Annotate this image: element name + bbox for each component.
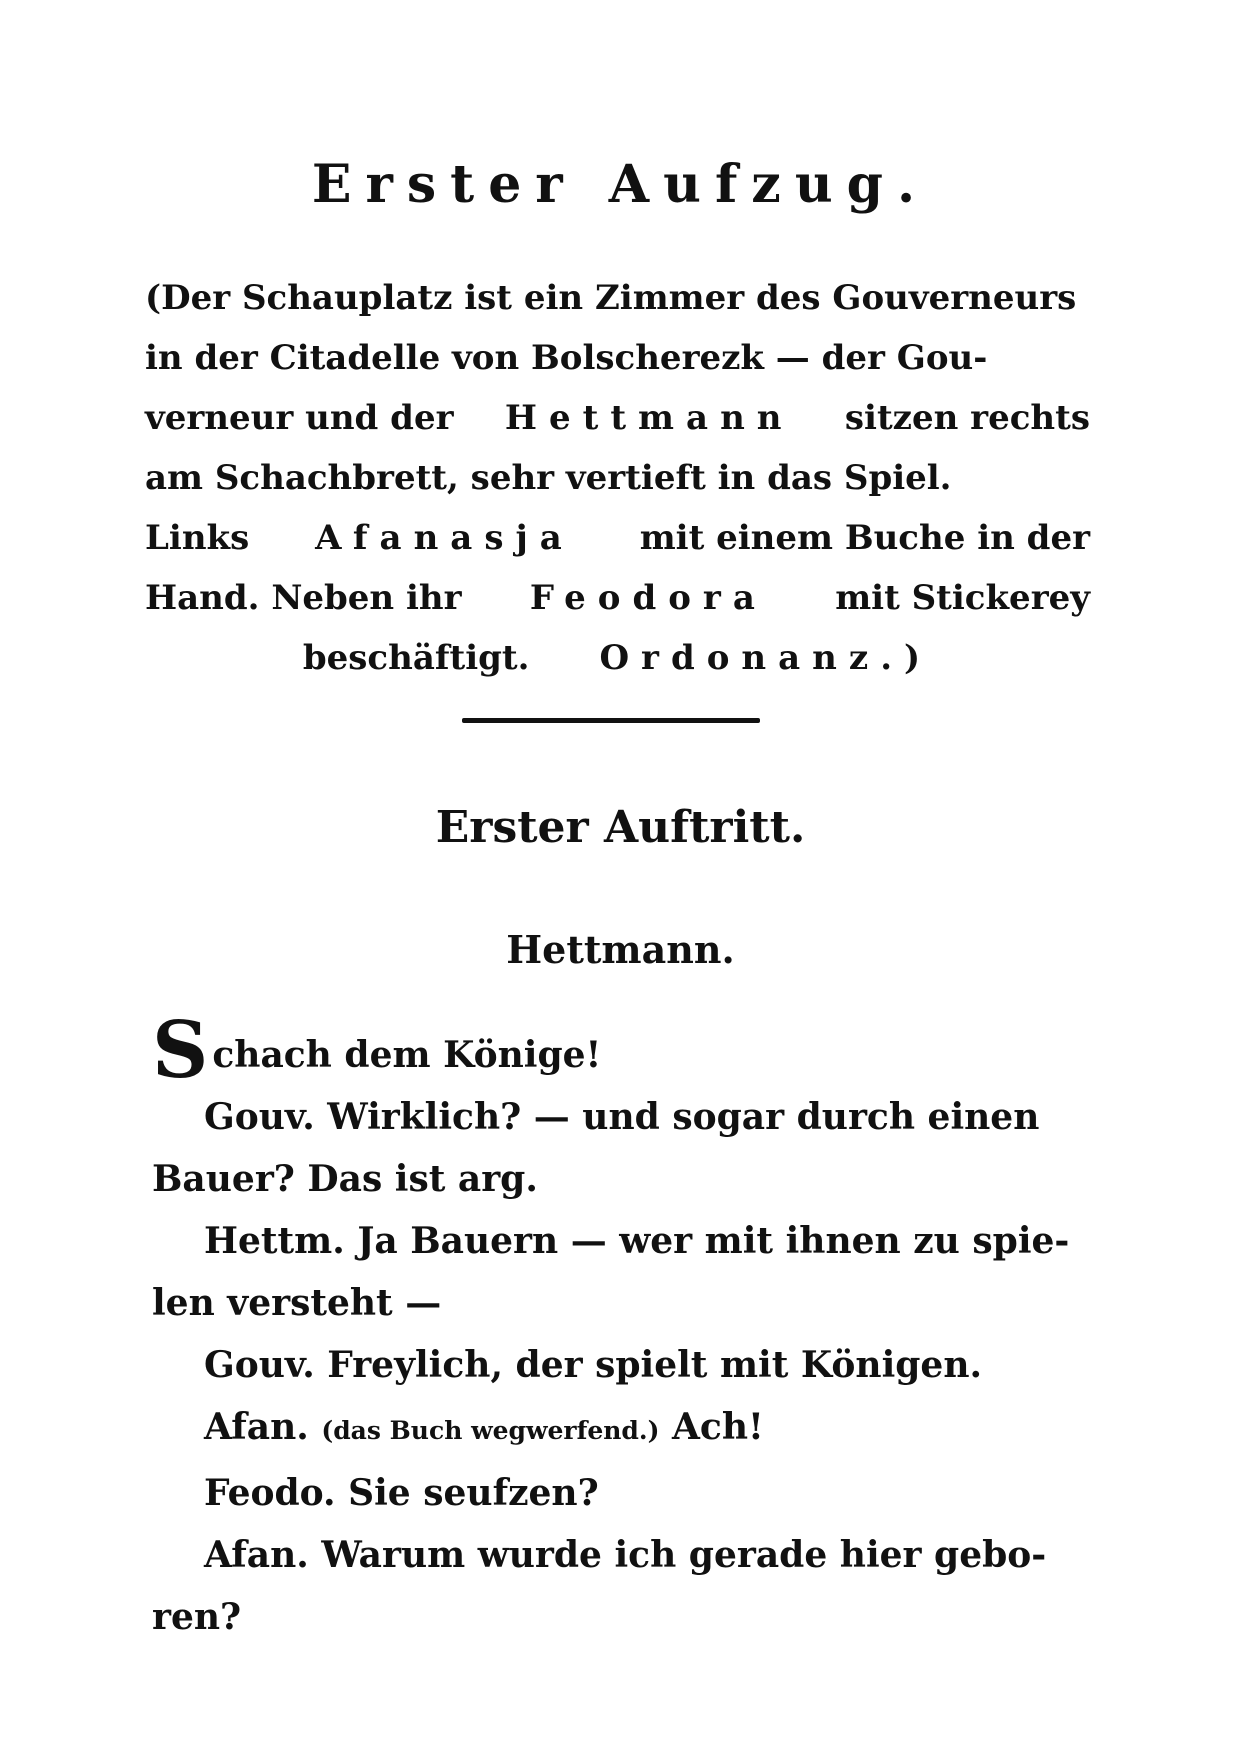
scene-title: Erster Auftritt. [435, 802, 806, 853]
stage-direction-text: Links [145, 518, 250, 558]
dialogue-line [152, 1462, 1092, 1524]
stage-direction-text: Hand. Neben ihr [145, 578, 462, 618]
dialogue-text: ren? [152, 1596, 242, 1638]
dialogue-text: len versteht — [152, 1282, 442, 1324]
stage-direction-line [145, 628, 1090, 688]
dialogue-block [152, 1005, 1092, 1648]
dialogue-text: chach dem Könige! [212, 1034, 602, 1076]
dialogue-line [152, 1334, 1092, 1396]
stage-direction-text: (Der Schauplatz ist ein Zimmer des Gouverneurs [145, 278, 1077, 318]
dialogue-line [152, 1148, 1092, 1210]
dialogue-line [152, 1272, 1092, 1334]
dialogue-text: Ach! [671, 1406, 764, 1448]
stage-direction-line [145, 448, 1090, 508]
dialogue-line [152, 1396, 1092, 1462]
dialogue-text: Afan. Warum wurde ich gerade hier gebo- [204, 1534, 1047, 1576]
dialogue-line [152, 1586, 1092, 1648]
stage-direction-line [145, 388, 1090, 448]
character-name-feodora: Feodora [529, 578, 767, 618]
dialogue-line [152, 1086, 1092, 1148]
stage-direction-text: mit einem Buche in der [639, 518, 1090, 558]
stage-direction-text: beschäftigt. [302, 638, 530, 678]
dialogue-line [152, 1524, 1092, 1586]
section-divider [462, 718, 760, 723]
stage-direction-text: in der Citadelle von Bolscherezk — der Gou- [145, 338, 988, 378]
dialogue-text: Gouv. Freylich, der spielt mit Königen. [204, 1344, 983, 1386]
dialogue-text: Hettm. Ja Bauern — wer mit ihnen zu spie- [204, 1220, 1070, 1262]
stage-direction-text: mit Stickerey [835, 578, 1090, 618]
dialogue-line [152, 1210, 1092, 1272]
character-name-afanasja: Afanasja [315, 518, 574, 558]
character-name-hettmann: Hettmann [504, 398, 794, 438]
dialogue-line [152, 1005, 1092, 1096]
dialogue-text: Bauer? Das ist arg. [152, 1158, 538, 1200]
dialogue-text: Feodo. Sie seufzen? [204, 1472, 599, 1514]
character-name-ordonanz: Ordonanz.) [599, 638, 933, 678]
speaker-abbrev: Afan. [204, 1406, 309, 1448]
stage-direction-line [145, 568, 1090, 628]
stage-direction-text: am Schachbrett, sehr vertieft in das Spiel. [145, 458, 952, 498]
stage-aside: (das Buch wegwerfend.) [321, 1416, 660, 1445]
stage-direction-text: verneur und der [145, 398, 454, 438]
stage-direction-text: sitzen rechts [844, 398, 1090, 438]
stage-direction [145, 268, 1090, 688]
dialogue-text: Gouv. Wirklich? — und sogar durch einen [204, 1096, 1040, 1138]
stage-direction-line [145, 508, 1090, 568]
stage-direction-line [145, 268, 1090, 328]
stage-direction-line [145, 328, 1090, 388]
drop-cap: S [152, 1005, 209, 1096]
act-title: Erster Aufzug. [311, 154, 930, 215]
speaker-heading: Hettmann. [506, 927, 735, 972]
